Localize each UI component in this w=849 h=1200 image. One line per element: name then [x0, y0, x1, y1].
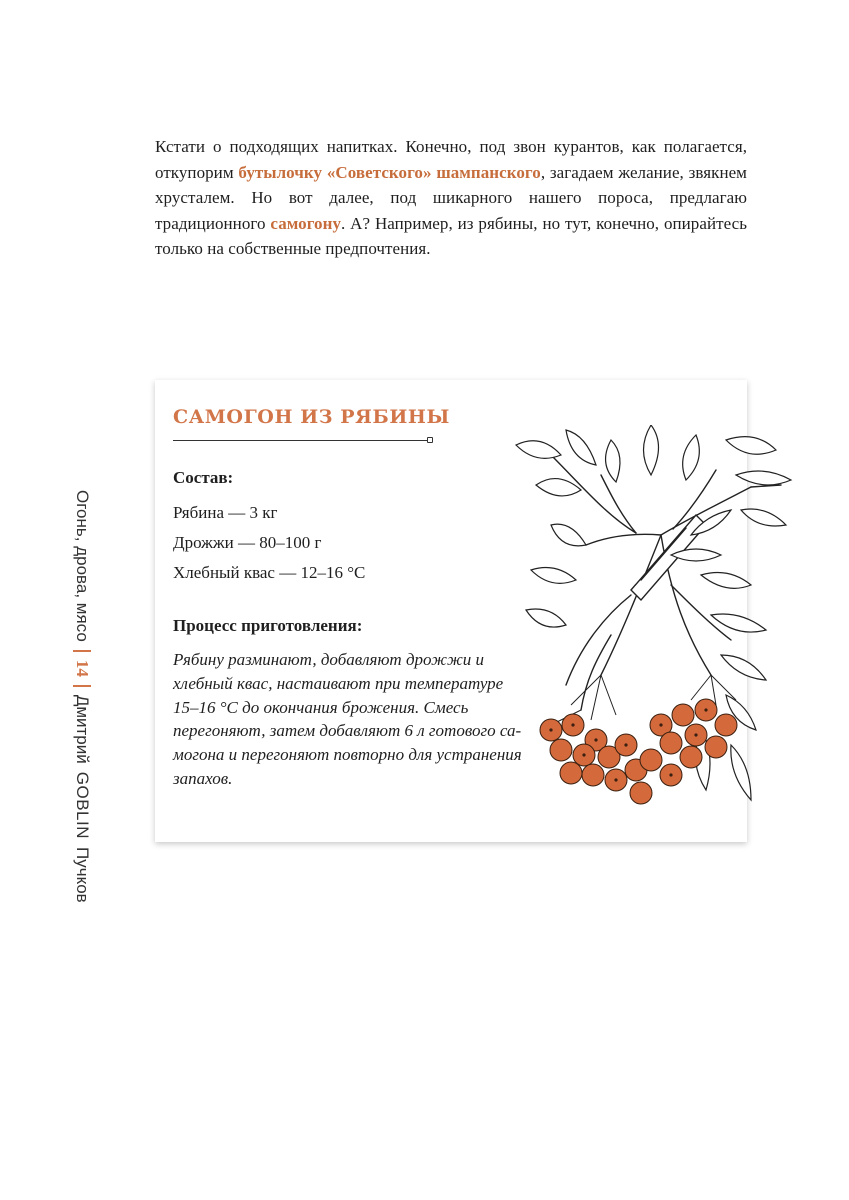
sidebar-running-head	[70, 490, 94, 920]
ingredient-item: Рябина — 3 кг	[173, 503, 278, 522]
process-heading: Процесс приготовления:	[173, 616, 363, 635]
intro-text-3: . А? Например, из рябины, но тут, конечно, опирайтесь только на собственные предпочтения.	[155, 213, 747, 259]
rowan-branch-icon	[511, 425, 801, 845]
ingredient-item: Хлебный квас — 12–16 °С	[173, 563, 366, 582]
highlight-samogon: самогону	[270, 213, 341, 233]
ingredient-item: Дрожжи — 80–100 г	[173, 533, 322, 552]
intro-text-1: Кстати о подходящих напитках. Конечно, под звон курантов, как полагается, откупорим	[155, 137, 747, 182]
title-rule-end	[427, 437, 433, 443]
author-last-name: Пучков	[73, 847, 92, 903]
page-number: 14	[73, 650, 91, 687]
intro-paragraph	[155, 134, 747, 262]
author-first-name: Дмитрий	[73, 694, 92, 764]
ingredients-list	[173, 498, 365, 588]
title-rule	[173, 440, 427, 441]
ingredients-heading: Состав:	[173, 468, 234, 487]
process-text: Рябину разминают, добавляют дрожжи и хлебный квас, настаивают при температуре 15–16 °С до окончания брожения. Смесь перегоняют, затем добавляют 6 л готового самогона и перегоняют повторно для устранения запахов.	[173, 650, 522, 788]
recipe-title: САМОГОН ИЗ РЯБИНЫ	[173, 406, 450, 428]
highlight-champagne: бутылочку «Советского» шампанского	[238, 162, 541, 182]
author-nickname: GOBLIN	[73, 771, 92, 839]
intro-text-2: , загадаем желание, звякнем хрусталем. Но вот далее, под шикарного нашего пороса, предлагаю традиционного	[155, 162, 747, 233]
book-title: Огонь, дрова, мясо	[73, 490, 92, 642]
recipe-card	[155, 380, 747, 842]
